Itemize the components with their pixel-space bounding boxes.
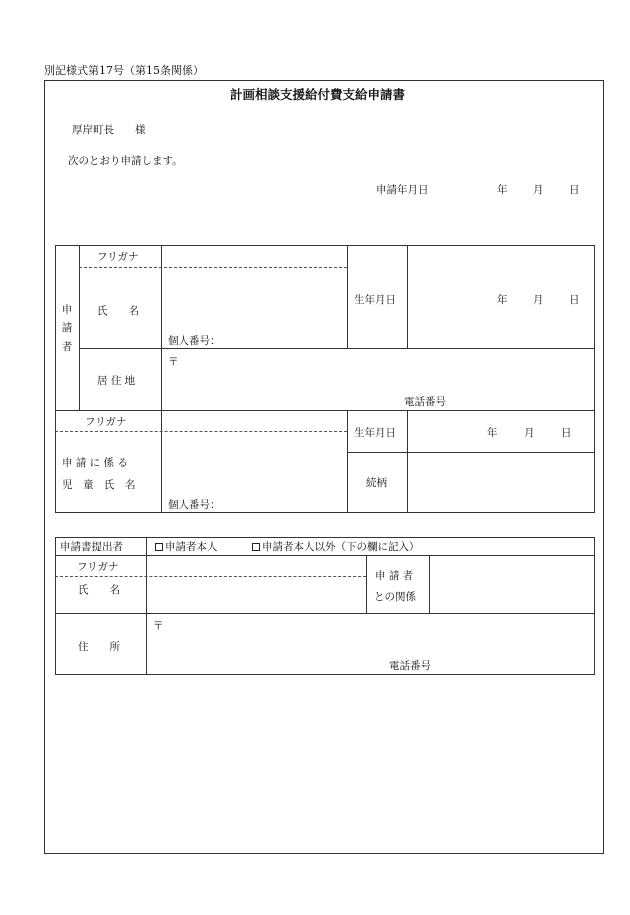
- applicant-dob-day[interactable]: 日: [569, 294, 580, 306]
- submitter-name-label: 氏 名: [78, 584, 120, 596]
- applicant-section-label: 申請者: [61, 304, 73, 353]
- submitter-option-other[interactable]: [252, 542, 420, 553]
- child-dob-year[interactable]: 年: [487, 427, 498, 439]
- applicant-furigana-label: フリガナ: [97, 251, 139, 263]
- child-dob-day[interactable]: 日: [561, 427, 572, 439]
- applicant-phone-label: 電話番号: [404, 396, 446, 408]
- applicant-postal-mark: 〒: [168, 356, 179, 368]
- submitter-phone-label: 電話番号: [389, 660, 431, 672]
- application-date-month[interactable]: 月: [533, 184, 544, 196]
- submitter-relation-label-line1: 申 請 者: [375, 570, 414, 582]
- child-name-label-line2: 児 童 氏 名: [62, 479, 136, 491]
- submitter-label: 申請書提出者: [60, 541, 123, 553]
- intro-text: 次のとおり申請します。: [68, 155, 183, 167]
- form-title: 計画相談支援給付費支給申請書: [230, 87, 406, 102]
- application-date-day[interactable]: 日: [569, 184, 580, 196]
- applicant-table: [55, 245, 595, 513]
- applicant-name-label: 氏 名: [97, 305, 139, 317]
- option-self-label: 申請者本人: [165, 541, 218, 553]
- option-other-label: 申請者本人以外（下の欄に記入）: [262, 541, 420, 553]
- application-date-label: 申請年月日: [376, 184, 429, 196]
- submitter-table: [55, 537, 595, 675]
- child-name-label-line1: 申 請 に 係 る: [62, 457, 128, 469]
- child-relationship-label: 続柄: [366, 477, 387, 489]
- applicant-residence-label: 居 住 地: [97, 375, 136, 387]
- child-furigana-label: フリガナ: [85, 416, 127, 428]
- addressee: 厚岸町長 様: [72, 124, 146, 136]
- submitter-furigana-label: フリガナ: [77, 561, 119, 573]
- form-reference: 別記様式第17号（第15条関係）: [44, 64, 204, 77]
- child-dob-month[interactable]: 月: [524, 427, 535, 439]
- child-individual-number-label: 個人番号：: [168, 499, 221, 511]
- applicant-dob-year[interactable]: 年: [497, 294, 508, 306]
- applicant-dob-label: 生年月日: [354, 294, 396, 306]
- submitter-option-self[interactable]: [155, 542, 218, 553]
- checkbox-self-icon[interactable]: [155, 543, 163, 551]
- submitter-relation-label-line2: との関係: [374, 591, 416, 603]
- child-dob-label: 生年月日: [354, 427, 396, 439]
- applicant-individual-number-label: 個人番号：: [168, 335, 221, 347]
- submitter-address-label: 住 所: [78, 641, 120, 653]
- checkbox-other-icon[interactable]: [252, 543, 260, 551]
- submitter-postal-mark: 〒: [153, 620, 164, 632]
- application-date-year[interactable]: 年: [497, 184, 508, 196]
- applicant-dob-month[interactable]: 月: [533, 294, 544, 306]
